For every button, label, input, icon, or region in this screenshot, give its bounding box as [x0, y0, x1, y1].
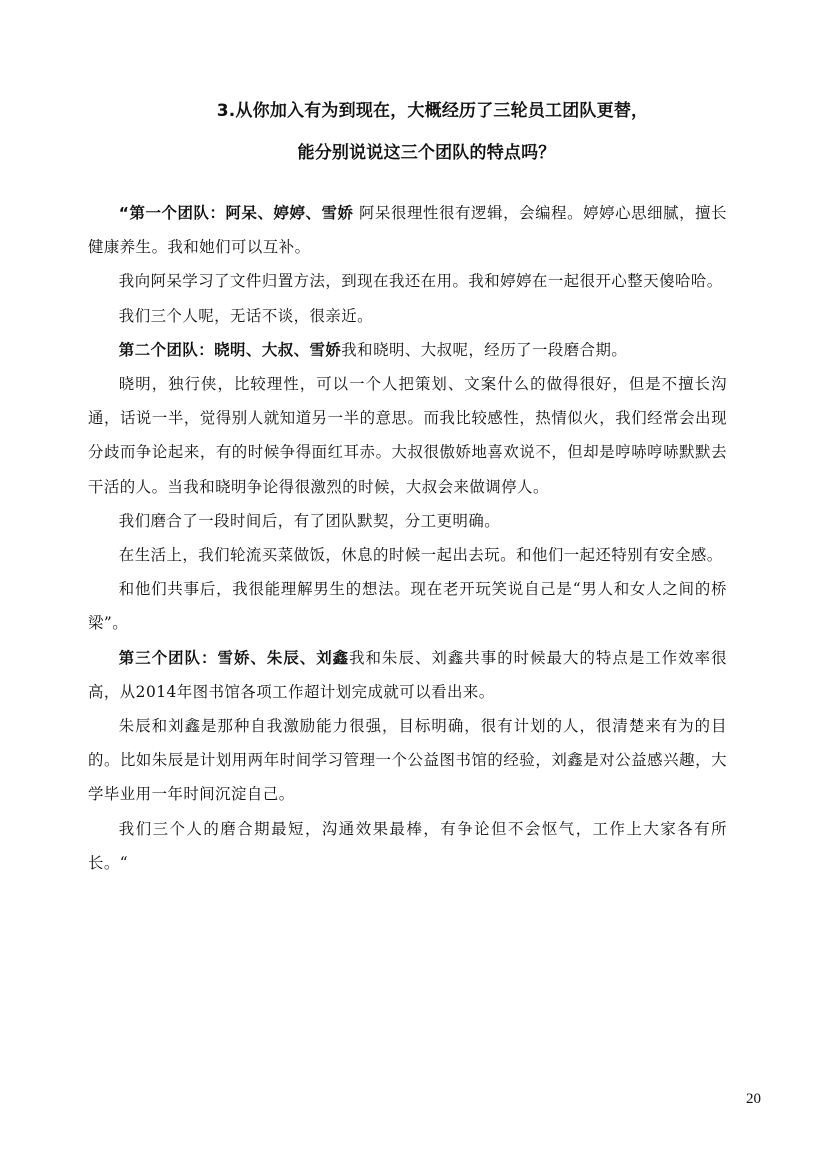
- paragraph-text: 我们三个人的磨合期最短，沟通效果最棒，有争论但不会怄气，工作上大家各有所长。“: [88, 819, 727, 872]
- paragraph: [88, 333, 727, 367]
- paragraph: [88, 504, 727, 538]
- paragraph-text: 朱辰和刘鑫是那种自我激励能力很强，目标明确，很有计划的人，很清楚来有为的目的。比如朱辰是计划用两年时间学习管理一个公益图书馆的经验，刘鑫是对公益感兴趣，大学毕业用一年时间沉淀自己。: [88, 717, 727, 804]
- team-two-lead: 第二个团队：晓明、大叔、雪娇: [118, 340, 342, 359]
- team-three-lead: 第三个团队：雪娇、朱辰、刘鑫: [118, 648, 350, 667]
- paragraph: [88, 572, 727, 640]
- paragraph: [88, 299, 727, 333]
- paragraph-text: 我和晓明、大叔呢，经历了一段磨合期。: [341, 340, 628, 359]
- paragraph: [88, 196, 727, 264]
- paragraph: [88, 641, 727, 709]
- paragraph-text: 晓明，独行侠，比较理性，可以一个人把策划、文案什么的做得很好，但是不擅长沟通，话说一半，觉得别人就知道另一半的意思。而我比较感性，热情似火，我们经常会出现分歧而争论起来，有的时候争得面红耳赤。大叔很傲娇地喜欢说不，但却是哼哧哼哧默默去干活的人。当我和晓明争论得很激烈的时候，大叔会来做调停人。: [88, 375, 727, 496]
- answer-body: [88, 196, 727, 880]
- paragraph: [88, 812, 727, 880]
- paragraph-text: 我们磨合了一段时间后，有了团队默契，分工更明确。: [118, 511, 501, 530]
- paragraph-text: 我向阿呆学习了文件归置方法，到现在我还在用。我和婷婷在一起很开心整天傻哈哈。: [118, 272, 723, 291]
- paragraph: [88, 709, 727, 812]
- paragraph: [88, 264, 727, 298]
- paragraph-text: 我和朱辰、刘鑫共事的时候最大的特点是工作效率很高，从2014年图书馆各项工作超计划完成就可以看出来。: [88, 648, 727, 701]
- paragraph: [88, 367, 727, 504]
- team-one-lead: “第一个团队：阿呆、婷婷、雪娇: [118, 204, 354, 222]
- paragraph-text: 阿呆很理性很有逻辑，会编程。婷婷心思细腻，擅长健康养生。我和她们可以互补。: [88, 204, 727, 257]
- paragraph-text: 和他们共事后，我很能理解男生的想法。现在老开玩笑说自己是“男人和女人之间的桥梁”。: [88, 580, 727, 633]
- paragraph-text: 我们三个人呢，无话不谈，很亲近。: [118, 306, 374, 325]
- paragraph: [88, 538, 727, 572]
- question-heading-line-2: 能分别说说这三个团队的特点吗？: [297, 143, 556, 163]
- page-number: 20: [746, 1091, 761, 1107]
- paragraph-text: 在生活上，我们轮流买菜做饭，休息的时候一起出去玩。和他们一起还特别有安全感。: [118, 546, 723, 565]
- question-heading-line-1: 3.从你加入有为到现在，大概经历了三轮员工团队更替，: [216, 101, 649, 121]
